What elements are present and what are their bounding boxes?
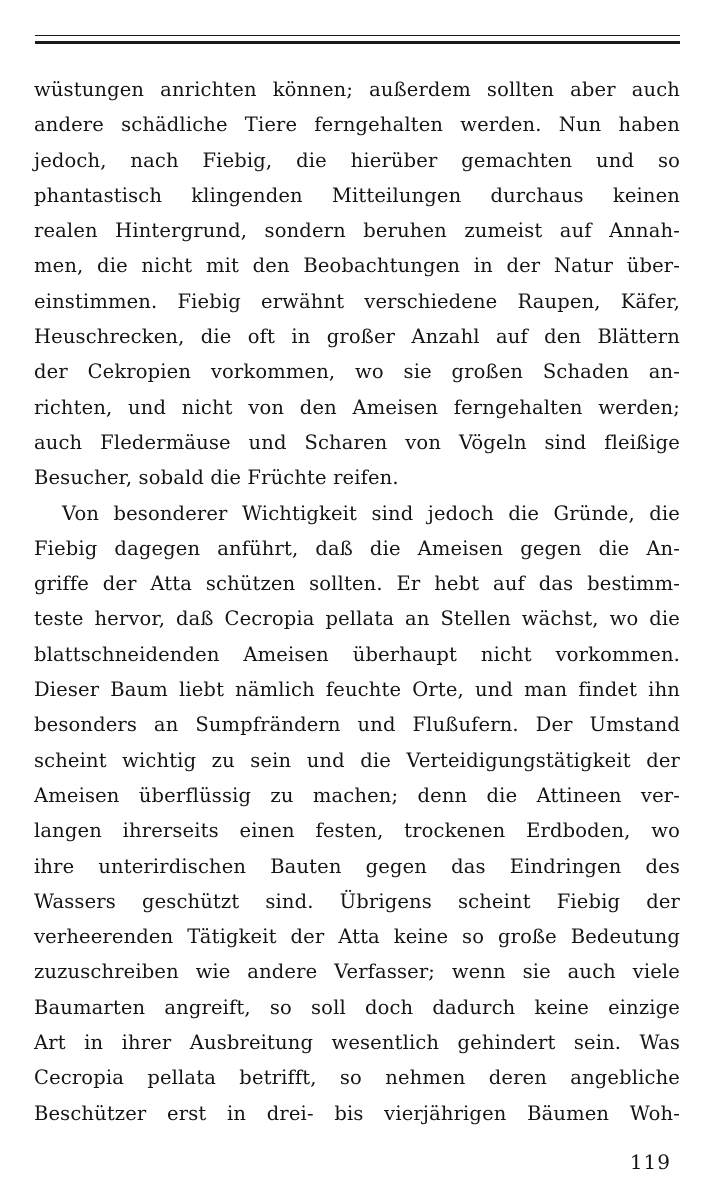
text-line: Beschützer erst in drei- bis vierjährigen Bäumen Woh- [34, 1101, 680, 1125]
text-line: Dieser Baum liebt nämlich feuchte Orte, und man findet ihn [34, 678, 680, 702]
text-line: Besucher, sobald die Früchte reifen. [34, 466, 399, 490]
text-line: men, die nicht mit den Beobachtungen in der Natur über- [34, 254, 680, 278]
page-number: 119 [629, 1150, 671, 1174]
text-line: blattschneidenden Ameisen überhaupt nicht vorkommen. [34, 642, 680, 666]
text-line: Fiebig dagegen anführt, daß die Ameisen gegen die An- [34, 536, 680, 560]
text-line: griffe der Atta schützen sollten. Er hebt auf das bestimm- [34, 572, 680, 596]
text-line: jedoch, nach Fiebig, die hierüber gemachten und so [34, 148, 680, 172]
text-line: einstimmen. Fiebig erwähnt verschiedene Raupen, Käfer, [34, 289, 680, 313]
text-line: besonders an Sumpfrändern und Flußufern. Der Umstand [34, 713, 680, 737]
text-line: scheint wichtig zu sein und die Verteidigungstätigkeit der [34, 748, 680, 772]
body-text [34, 72, 680, 1131]
text-line: Cecropia pellata betrifft, so nehmen deren angebliche [34, 1066, 680, 1090]
text-line: auch Fledermäuse und Scharen von Vögeln sind fleißige [34, 430, 680, 454]
text-line: der Cekropien vorkommen, wo sie großen Schaden an- [34, 360, 680, 384]
text-line: richten, und nicht von den Ameisen ferngehalten werden; [34, 395, 680, 419]
text-line: teste hervor, daß Cecropia pellata an Stellen wächst, wo die [34, 607, 680, 631]
text-line: wüstungen anrichten können; außerdem sollten aber auch [34, 78, 680, 101]
text-line: phantastisch klingenden Mitteilungen durchaus keinen [34, 183, 680, 207]
header-rule-thick [35, 41, 680, 44]
text-line: ihre unterirdischen Bauten gegen das Eindringen des [34, 854, 680, 878]
text-line: zuzuschreiben wie andere Verfasser; wenn sie auch viele [34, 960, 680, 984]
text-line: realen Hintergrund, sondern beruhen zumeist auf Annah- [34, 219, 680, 243]
text-line: verheerenden Tätigkeit der Atta keine so große Bedeutung [34, 925, 680, 949]
text-line: Wassers geschützt sind. Übrigens scheint Fiebig der [34, 889, 680, 913]
header-rule-thin [35, 35, 680, 36]
text-line: andere schädliche Tiere ferngehalten werden. Nun haben [34, 113, 680, 137]
text-line: Heuschrecken, die oft in großer Anzahl auf den Blättern [34, 325, 680, 349]
paragraph-start-line: Von besonderer Wichtigkeit sind jedoch die Gründe, die [62, 501, 680, 525]
text-line: Art in ihrer Ausbreitung wesentlich gehindert sein. Was [34, 1031, 680, 1055]
text-line: Baumarten angreift, so soll doch dadurch keine einzige [34, 995, 680, 1019]
text-line: Ameisen überflüssig zu machen; denn die Attineen ver- [34, 783, 680, 807]
text-line: langen ihrerseits einen festen, trockenen Erdboden, wo [34, 819, 680, 843]
